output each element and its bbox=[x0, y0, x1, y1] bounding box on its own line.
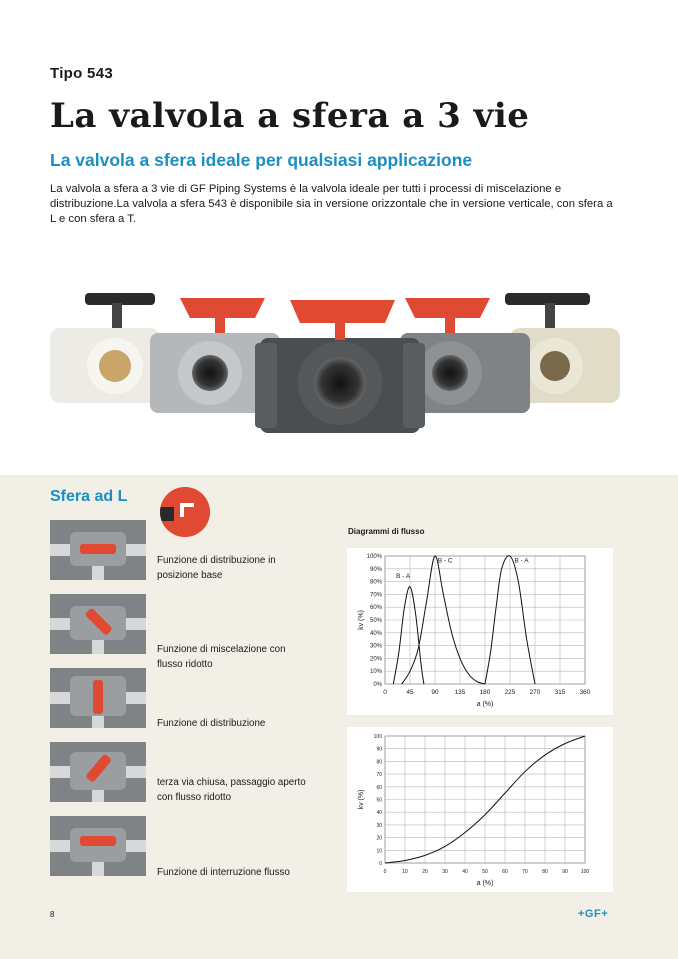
y-tick-label: 30% bbox=[369, 643, 382, 650]
x-tick-label: 20 bbox=[422, 869, 428, 875]
x-tick-label: 60 bbox=[502, 869, 508, 875]
x-tick-label: 135 bbox=[454, 689, 466, 696]
y-tick-label: 20% bbox=[369, 656, 382, 663]
x-axis-label: a (%) bbox=[476, 880, 494, 887]
gf-logo: +GF+ bbox=[578, 908, 609, 920]
y-axis-label: kv (%) bbox=[358, 610, 365, 630]
y-axis-label: kv (%) bbox=[358, 789, 365, 810]
y-tick-label: 60% bbox=[369, 605, 382, 612]
y-tick-label: 90 bbox=[376, 746, 382, 753]
y-tick-label: 70% bbox=[369, 592, 382, 599]
y-tick-label: 30 bbox=[376, 822, 382, 829]
intro-paragraph: La valvola a sfera a 3 vie di GF Piping Systems è la valvola ideale per tutti i processi di miscelazione e distribuzione.La valvola a sfera 543 è disponibile sia in versione orizzontale che in versione verticale, con sfera a L e con sfera a T. bbox=[50, 183, 613, 225]
function-label-2: Funzione di miscelazione con flusso ridotto bbox=[157, 644, 286, 670]
y-tick-label: 0% bbox=[373, 682, 382, 688]
function-thumbnail-5 bbox=[50, 816, 146, 876]
function-thumbnail-3 bbox=[50, 668, 146, 728]
function-label-1: Funzione di distribuzione in posizione base bbox=[157, 555, 276, 581]
x-tick-label: 90 bbox=[431, 689, 439, 696]
function-label-5: Funzione di interruzione flusso bbox=[157, 867, 290, 878]
flow-chart-2 bbox=[347, 727, 613, 892]
curve-annotation: B - C bbox=[437, 557, 453, 565]
y-tick-label: 80 bbox=[376, 759, 382, 766]
page-number: 8 bbox=[50, 910, 55, 919]
x-tick-label: 180 bbox=[479, 689, 491, 696]
x-tick-label: 30 bbox=[442, 869, 448, 875]
x-tick-label: 45 bbox=[406, 689, 414, 696]
x-tick-label: 270 bbox=[529, 689, 541, 696]
y-tick-label: 50% bbox=[369, 618, 382, 624]
y-tick-label: 10% bbox=[369, 669, 382, 676]
y-tick-label: 100% bbox=[366, 554, 382, 560]
x-tick-label: 0 bbox=[383, 869, 387, 875]
x-axis-label: a (%) bbox=[476, 701, 494, 708]
x-tick-label: 40 bbox=[462, 869, 468, 875]
y-tick-label: 90% bbox=[369, 566, 382, 573]
function-label-3: Funzione di distribuzione bbox=[157, 718, 266, 729]
page-title: La valvola a sfera a 3 vie bbox=[50, 96, 530, 136]
y-tick-label: 0 bbox=[379, 861, 382, 867]
function-thumbnail-2 bbox=[50, 594, 146, 654]
x-tick-label: 360 bbox=[579, 689, 591, 696]
l-ball-icon bbox=[160, 487, 210, 537]
curve-annotation: B - A bbox=[396, 572, 411, 580]
function-label-4: terza via chiusa, passaggio aperto con flusso ridotto bbox=[157, 777, 306, 803]
curve-annotation: B - A bbox=[514, 557, 529, 565]
y-tick-label: 40 bbox=[376, 810, 382, 817]
y-tick-label: 40% bbox=[369, 630, 382, 637]
product-type: Tipo 543 bbox=[50, 65, 113, 82]
series-line-1 bbox=[393, 587, 424, 684]
function-thumbnail-4 bbox=[50, 742, 146, 802]
x-tick-label: 10 bbox=[402, 869, 408, 875]
y-tick-label: 80% bbox=[369, 579, 382, 586]
x-tick-label: 70 bbox=[522, 869, 528, 875]
x-tick-label: 0 bbox=[383, 689, 387, 696]
y-tick-label: 10 bbox=[376, 848, 382, 855]
x-tick-label: 225 bbox=[504, 689, 516, 696]
function-thumbnail-1 bbox=[50, 520, 146, 580]
x-tick-label: 315 bbox=[554, 689, 566, 696]
top-section bbox=[0, 0, 678, 475]
flow-chart-1 bbox=[347, 548, 613, 715]
section-title: Sfera ad L bbox=[50, 488, 128, 505]
diagram-title: Diagrammi di flusso bbox=[348, 527, 425, 536]
x-tick-label: 100 bbox=[580, 869, 590, 875]
page-subtitle: La valvola a sfera ideale per qualsiasi applicazione bbox=[50, 150, 473, 170]
valves-product-image bbox=[40, 288, 640, 448]
y-tick-label: 60 bbox=[376, 784, 382, 791]
y-tick-label: 50 bbox=[376, 797, 382, 804]
x-tick-label: 50 bbox=[482, 869, 488, 875]
x-tick-label: 80 bbox=[542, 869, 548, 875]
y-tick-label: 100 bbox=[373, 734, 382, 740]
y-tick-label: 70 bbox=[376, 772, 382, 779]
y-tick-label: 20 bbox=[376, 835, 382, 842]
x-tick-label: 90 bbox=[562, 869, 568, 875]
